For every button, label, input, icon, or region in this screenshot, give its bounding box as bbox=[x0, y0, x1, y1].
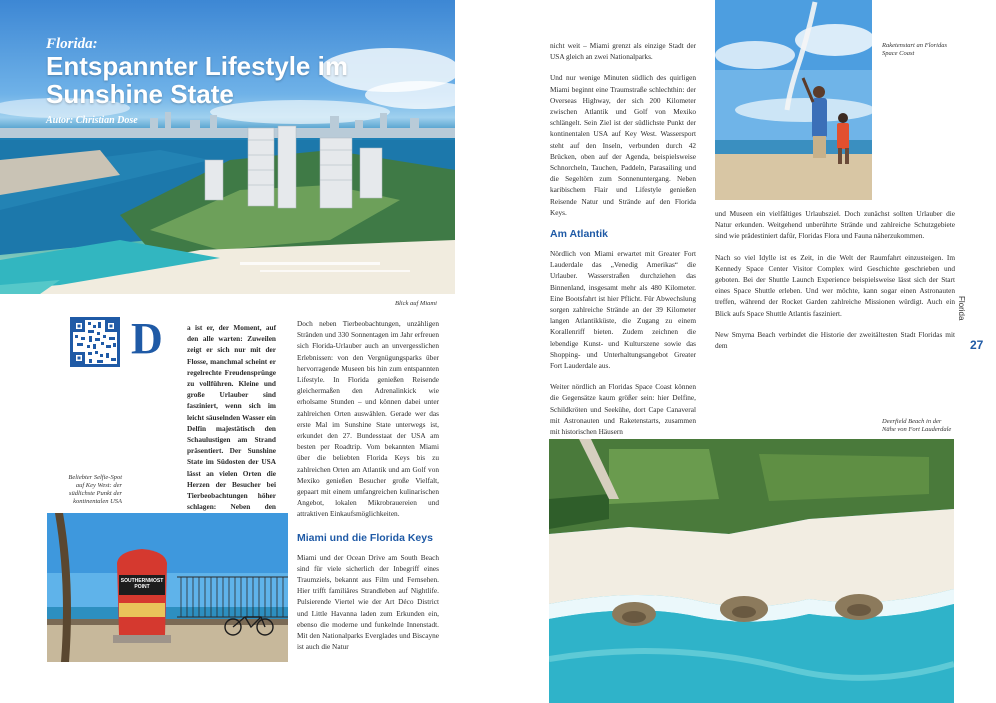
rocket-launch-illustration bbox=[715, 0, 872, 200]
body-paragraph: Doch neben Tierbeobachtungen, unzähligen Stränden und 330 Sonnentagen im Jahr erfreuen sich Florida-Urlauber auch an unvergesslichen Erlebnissen: von den Vergnügungsparks über hervorragende Museen bis hin zum entspannten Lifestyle. In Florida genießen Reisende gleichermaßen den Adrenalinkick wie erholsame Stunden – und können dabei unter zahlreichen Orten auswählen. Gerade wer das erste Mal im Sunshine State unterwegs ist, erkundet den 27. Bundesstaat der USA am besten per Roadtrip. Vom bekannten Miami über die beliebten Florida Keys bis zu zahlreichen Orten am Atlantik und am Golf von Mexiko genießen Besucher große Vielfalt, gepaart mit einem umfangreichen kulinarischen Angebot, lokalen Mikrobrauereien und attraktiven Einkaufsmöglichkeiten. bbox=[297, 319, 439, 519]
buoy-label-line: POINT bbox=[134, 584, 150, 590]
caption-rocket-line: Space Coast bbox=[882, 50, 915, 58]
text-column-4 bbox=[715, 208, 955, 351]
body-paragraph: Nach so viel Idylle ist es Zeit, in die Welt der Raumfahrt einzusteigen. Im Kennedy Space Center Visitor Complex wird Geschichte geschrieben und geboten. Bei der Shuttle Launch Experience beispielsweise lässt sich der Start eines Space Shuttle erleben. Und wer möchte, kann sogar einen Astronauten treffen, während der Rocket Garden zahlreiche Missionen würdigt. Auch ein Blick aufs Space Shuttle Atlantis fasziniert. bbox=[715, 252, 955, 318]
caption-keywest bbox=[62, 474, 122, 507]
qr-code-icon[interactable] bbox=[70, 317, 120, 367]
caption-keywest-line: kontinentalen USA bbox=[73, 498, 122, 506]
text-column-2 bbox=[297, 318, 439, 652]
caption-keywest-line: Beliebter Selfie-Spot bbox=[68, 474, 122, 481]
image-rocket-launch bbox=[715, 0, 872, 200]
page-title bbox=[46, 52, 426, 108]
page-number: 27 bbox=[970, 338, 984, 352]
deerfield-beach-aerial-illustration bbox=[549, 439, 954, 703]
buoy-label-line: SOUTHERNMOST bbox=[120, 578, 164, 584]
qr-code-pattern bbox=[73, 320, 117, 364]
caption-rocket bbox=[882, 42, 962, 58]
running-head: Florida bbox=[957, 296, 966, 321]
body-paragraph: Weiter nördlich an Floridas Space Coast können die Gegensätze kaum größer sein: hier Delfine, Schildkröten und Seekühe, dort Cape Canaveral mit Astronauten und Raketenstarts, zusammen mit historischen Häusern bbox=[550, 382, 696, 437]
page-title-line-1: Entspannter Lifestyle im bbox=[46, 51, 348, 81]
image-deerfield-beach bbox=[549, 439, 954, 703]
caption-keywest-line: auf Key West: der bbox=[75, 482, 122, 490]
body-paragraph: und Museen ein vielfältiges Urlaubsziel. Doch zunächst sollten Urlauber die Natur erkunden. Weitgehend unberührte Strände und zahlreiche Schutzgebiete sind wie prädestiniert dafür, Floridas Flora und Fauna näherzukommen. bbox=[715, 209, 955, 241]
hero-image-miami bbox=[0, 0, 455, 294]
body-paragraph: Und nur wenige Minuten südlich des quirligen Miami beginnt eine Traumstraße schlechthin: der Overseas Highway, der sich 200 Kilometer zwischen Atlantik und Golf von Mexiko schlängelt. Sein Ziel ist der südlichste Punkt der kontinentalen USA auf Key West. Wassersport steht auf den Inseln, verbunden durch 42 Brücken, oben auf der Agenda, beispielsweise Schnorcheln, Tauchen, Paddeln, Parasailing und die Segeltörn zum Sonnenuntergang. Neben karibischem Flair und Lifestyle genießen Reisende Natur und Strände auf den Florida Keys. bbox=[550, 73, 696, 217]
heading-atlantik: Am Atlantik bbox=[550, 228, 608, 241]
text-column-3 bbox=[550, 40, 696, 437]
body-paragraph: Nördlich von Miami erwartet mit Greater Fort Lauderdale das „Venedig Amerikas“ die Urlauber. Wasserstraßen durchziehen das Binnenland, insgesamt mehr als 480 Kilometer. Eine Bootsfahrt ist hier Pflicht. Für Abwechslung sorgen zahlreiche Strände an der 39 Kilometer langen Atlantikküste, die Zugang zu einem Korallenriff bieten. Zudem zeichnen die lebendige Kunst- und Kulturszene sowie das Shopping- und Unterhaltungsangebot Greater Fort Lauderdale aus. bbox=[550, 249, 696, 371]
heading-miami-keys: Miami und die Florida Keys bbox=[297, 531, 433, 544]
caption-deerfield bbox=[882, 418, 962, 434]
intro-paragraph: a ist er, der Moment, auf den alle warten: Zuweilen zeigt er sich nur mit der Flosse, manchmal scheint er regelrechte Freudensprünge zu vollführen. Kleine und große Urlauber sind fasziniert, wenn sich im leicht säuselnden Wasser ein Delfin majestätisch den Schaulustigen am Strand präsentiert. Der Sunshine State im Südosten der USA lässt an vielen Orten die Herzen der Besucher bei Tierbeobachtungen höher schlagen: Neben den bbox=[187, 323, 276, 512]
caption-miami: Blick auf Miami bbox=[395, 300, 437, 307]
image-key-west bbox=[47, 513, 288, 662]
body-paragraph: Miami und der Ocean Drive am South Beach sind für viele sicherlich der Inbegriff eines Traumziels, bekannt aus Film und Fernsehen. Hier trifft familiäres Strandleben auf Nightlife. Pulsierende Viertel wie der Art Déco District und Little Havanna laden zum Erkunden ein, ebenso die moderne und funkelnde Innenstadt. Mit den Nationalparks Everglades und Biscayne ist auch die Natur bbox=[297, 552, 439, 652]
caption-deerfield-line: Nähe von Fort Lauderdale bbox=[882, 426, 952, 434]
caption-deerfield-line: Deerfield Beach in der bbox=[882, 418, 942, 425]
hero-kicker: Florida: bbox=[46, 36, 98, 52]
body-paragraph: nicht weit – Miami grenzt als einzige Stadt der USA gleich an zwei Nationalparks. bbox=[550, 41, 696, 62]
body-paragraph: New Smyrna Beach verbindet die Historie der zweitältesten Stadt Floridas mit dem bbox=[715, 329, 955, 351]
caption-keywest-line: südlichste Punkt der bbox=[68, 490, 122, 498]
author-byline: Autor: Christian Dose bbox=[46, 115, 138, 126]
page-title-line-2: Sunshine State bbox=[46, 79, 234, 110]
drop-cap: D bbox=[131, 314, 163, 363]
caption-rocket-line: Raketenstart an Floridas bbox=[882, 42, 947, 49]
southernmost-point-illustration bbox=[47, 513, 288, 662]
buoy-label bbox=[117, 578, 167, 590]
